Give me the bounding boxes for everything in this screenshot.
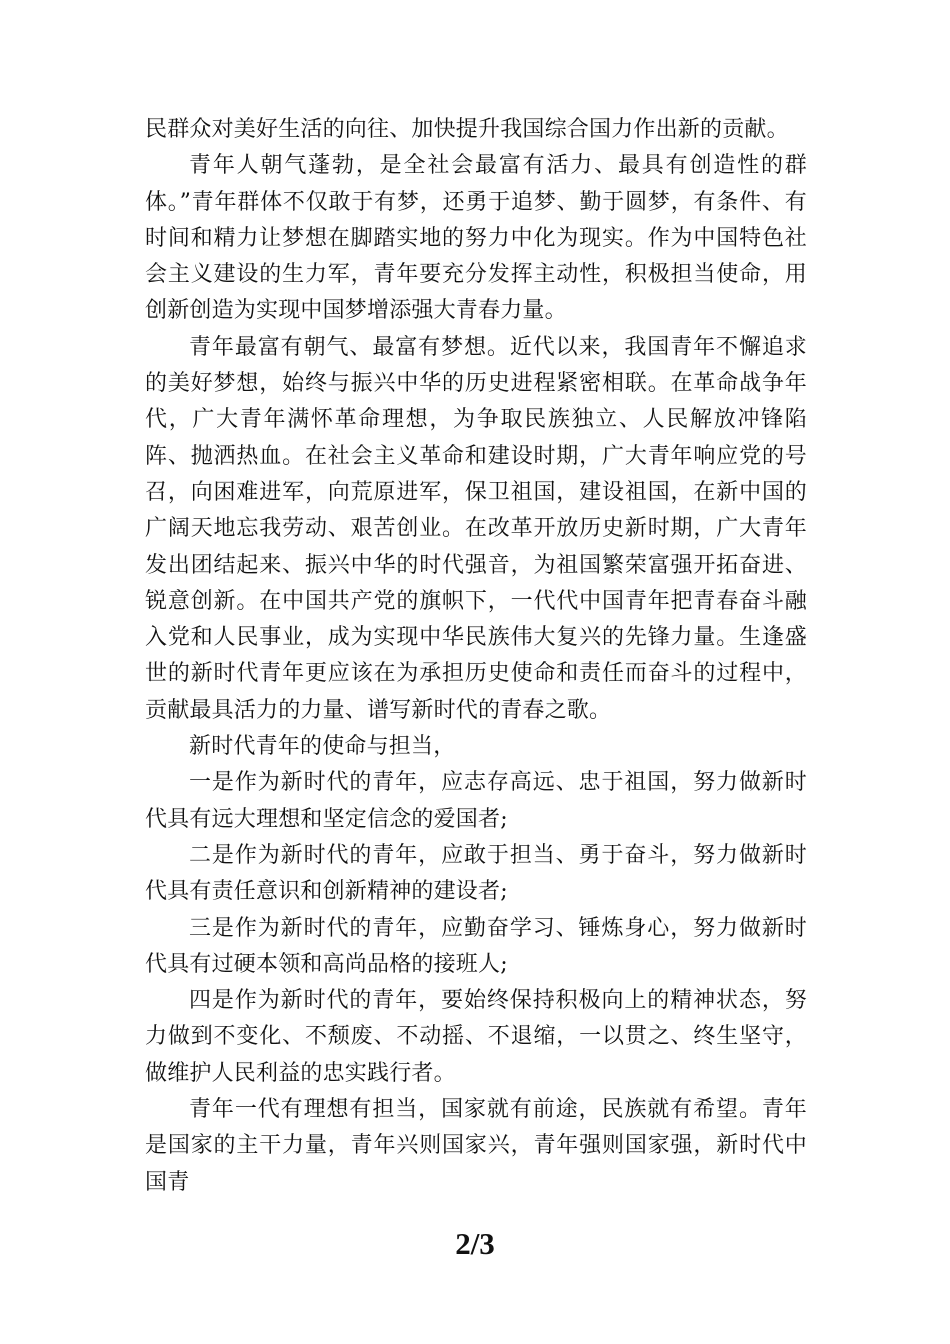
paragraph: 民群众对美好生活的向往、加快提升我国综合国力作出新的贡献。	[145, 117, 789, 142]
document-body	[145, 112, 807, 1201]
paragraph: 青年一代有理想有担当，国家就有前途，民族就有希望。青年是国家的主干力量，青年兴则国家兴，青年强则国家强，新时代中国青	[145, 1097, 807, 1195]
page-number: 2/3	[455, 1226, 495, 1261]
list-item: 一是作为新时代的青年，应志存高远、忠于祖国，努力做新时代具有远大理想和坚定信念的爱国者;	[145, 770, 807, 832]
list-item: 二是作为新时代的青年，应敢于担当、勇于奋斗，努力做新时代具有责任意识和创新精神的建设者;	[145, 842, 807, 905]
list-item: 四是作为新时代的青年，要始终保持积极向上的精神状态，努力做到不变化、不颓废、不动摇、不退缩，一以贯之、终生坚守，做维护人民利益的忠实践行者。	[145, 988, 807, 1086]
paragraph: 青年最富有朝气、最富有梦想。近代以来，我国青年不懈追求的美好梦想，始终与振兴中华的历史进程紧密相联。在革命战争年代，广大青年满怀革命理想，为争取民族独立、人民解放冲锋陷阵、抛洒热血。在社会主义革命和建设时期，广大青年响应党的号召，向困难进军，向荒原进军，保卫祖国，建设祖国，在新中国的广阔天地忘我劳动、艰苦创业。在改革开放历史新时期，广大青年发出团结起来、振兴中华的时代强音，为祖国繁荣富强开拓奋进、锐意创新。在中国共产党的旗帜下，一代代中国青年把青春奋斗融入党和人民事业，成为实现中华民族伟大复兴的先锋力量。生逢盛世的新时代青年更应该在为承担历史使命和责任而奋斗的过程中，贡献最具活力的力量、谱写新时代的青春之歌。	[145, 334, 807, 723]
list-item: 三是作为新时代的青年，应勤奋学习、锤炼身心，努力做新时代具有过硬本领和高尚品格的接班人;	[145, 915, 807, 977]
paragraph: 青年人朝气蓬勃，是全社会最富有活力、最具有创造性的群体。”青年群体不仅敢于有梦，还勇于追梦、勤于圆梦，有条件、有时间和精力让梦想在脚踏实地的努力中化为现实。作为中国特色社会主义建设的生力军，青年要充分发挥主动性，积极担当使命，用创新创造为实现中国梦增添强大青春力量。	[145, 153, 807, 324]
paragraph: 新时代青年的使命与担当，	[189, 734, 456, 760]
